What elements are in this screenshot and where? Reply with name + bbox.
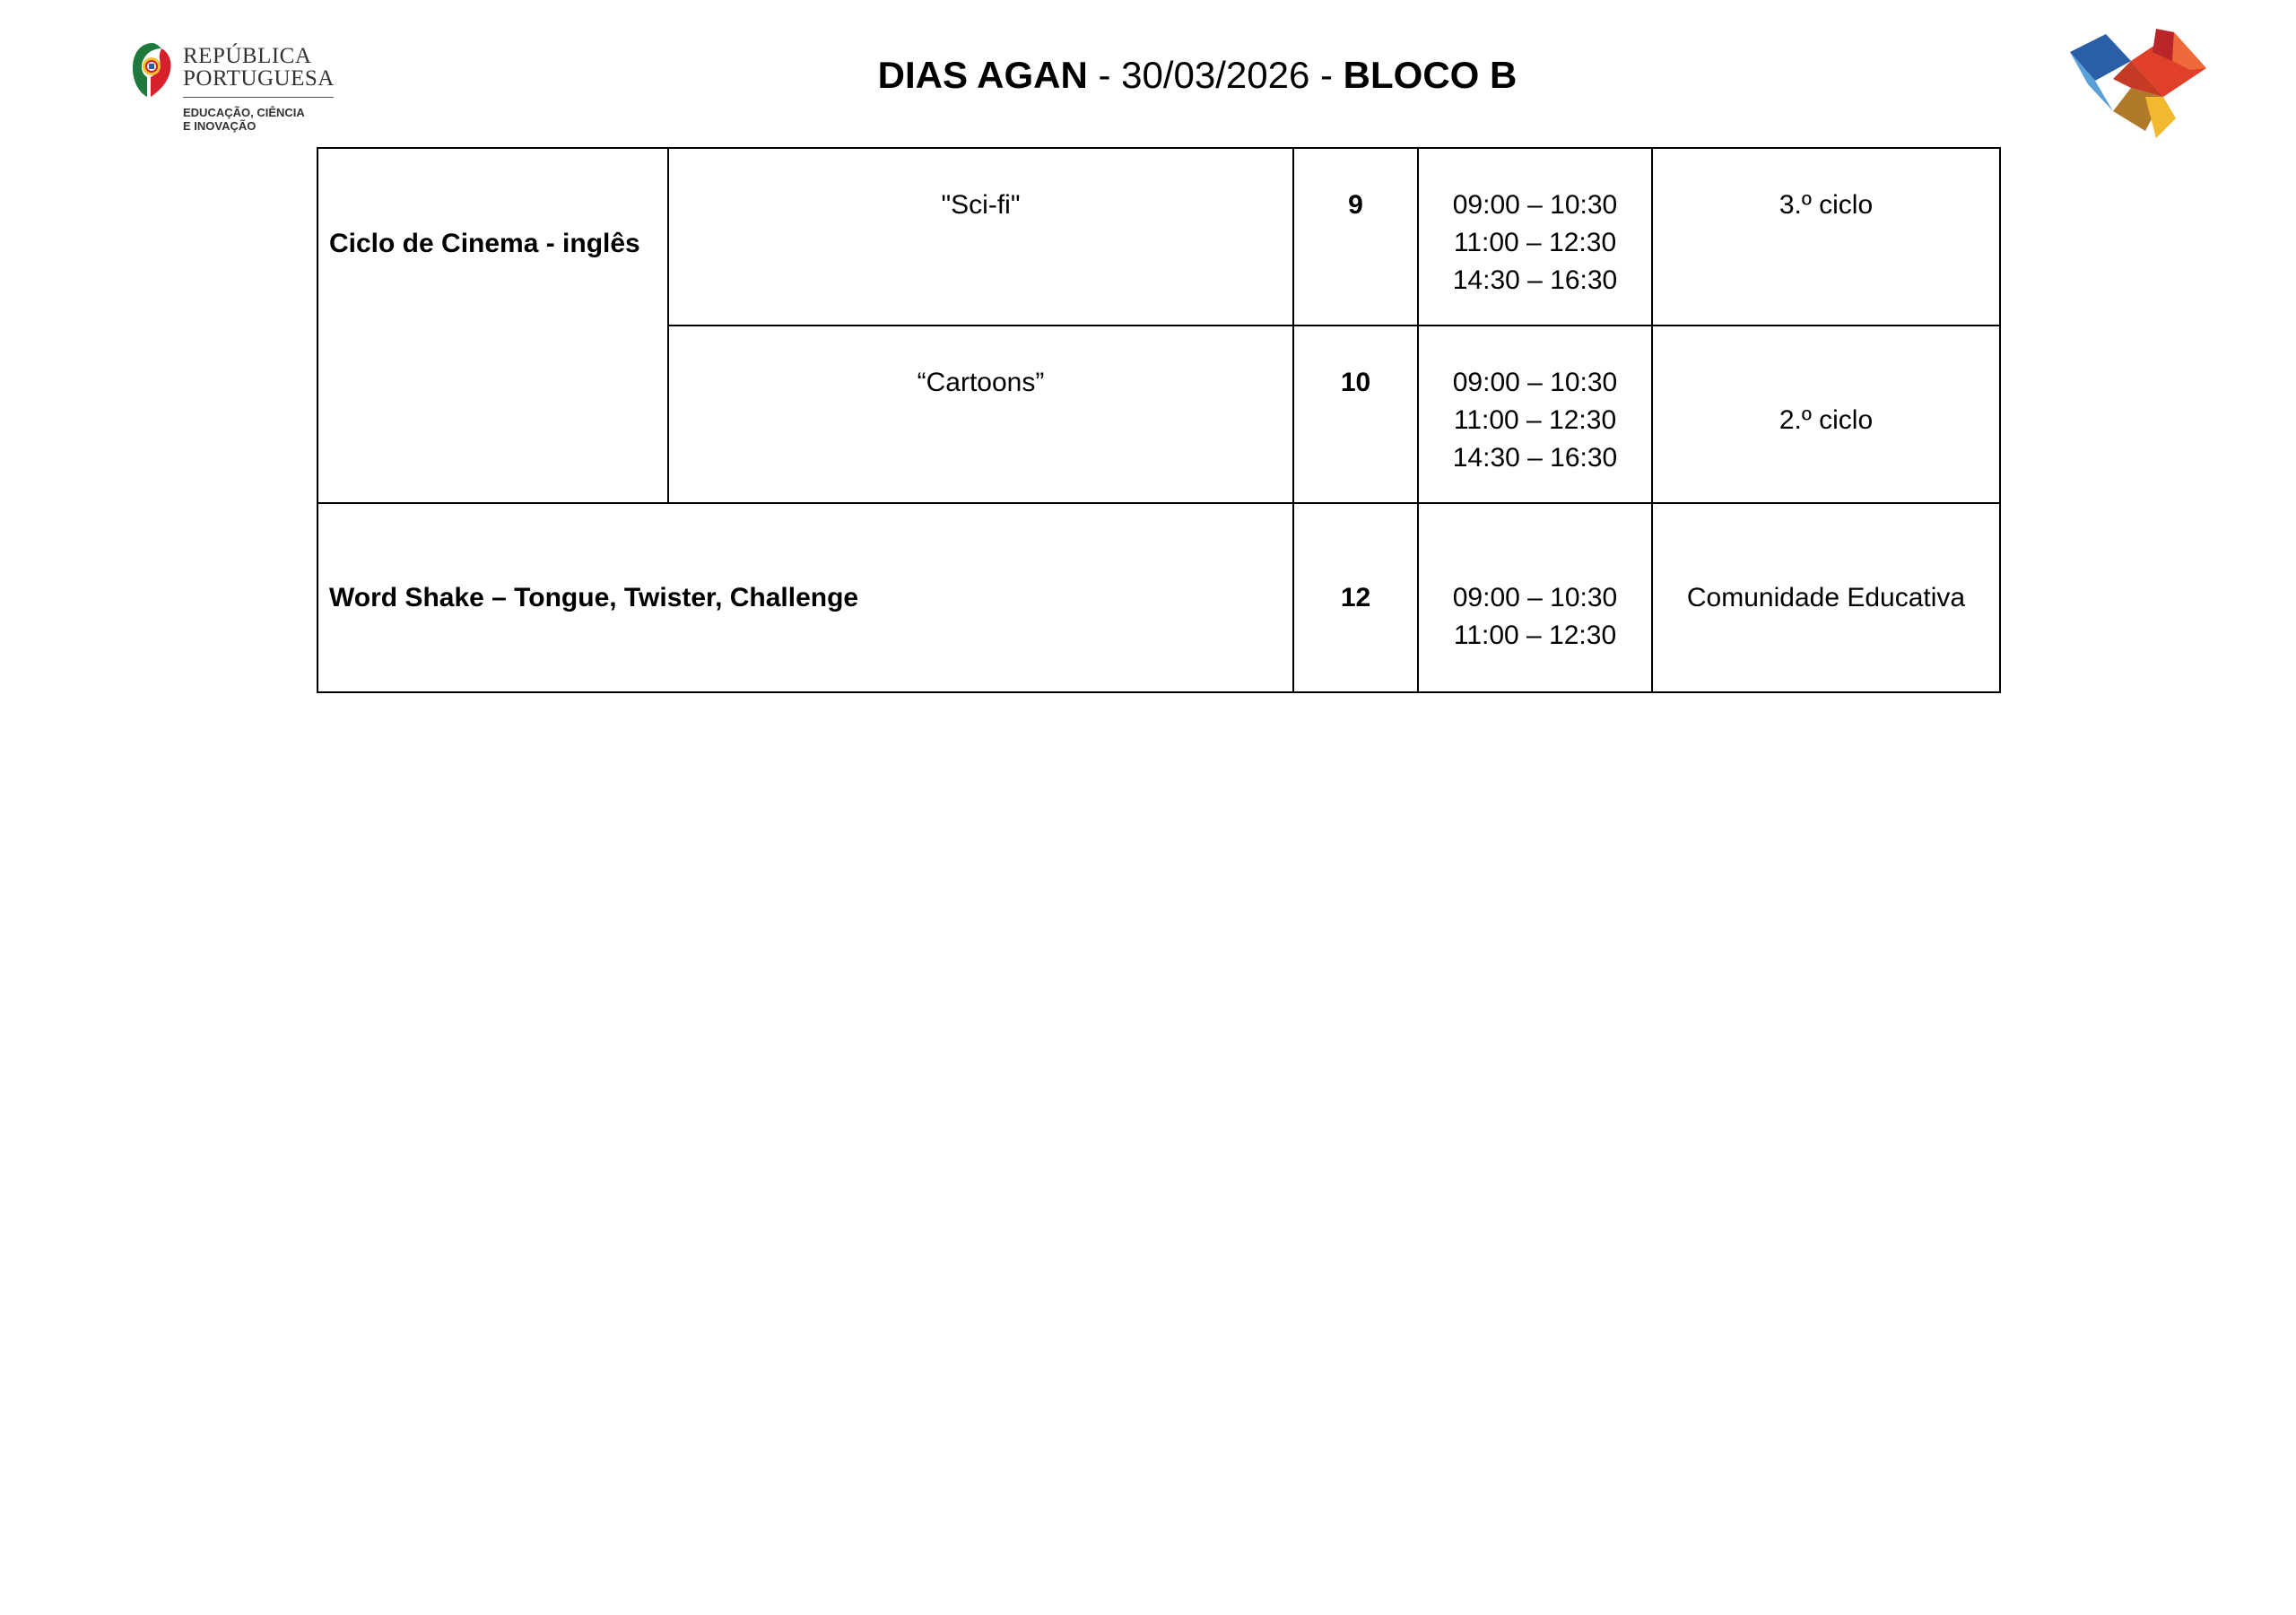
room-cell: 12 [1293,503,1418,692]
page-title [0,52,2296,99]
times-cell: 09:00 – 10:30 11:00 – 12:30 14:30 – 16:30 [1418,148,1652,326]
title-part-event: DIAS AGAN [877,54,1088,96]
session-title-cell: “Cartoons” [668,326,1293,503]
table-row [317,503,2000,692]
target-audience-cell: 2.º ciclo [1652,326,2000,503]
title-separator: - [1309,54,1344,96]
title-part-block: BLOCO B [1343,54,1518,96]
room-cell: 10 [1293,326,1418,503]
schedule-table [317,147,2001,693]
target-audience-cell: 3.º ciclo [1652,148,2000,326]
activity-cell: Ciclo de Cinema - inglês [317,148,668,503]
table-row [317,148,2000,326]
room-cell: 9 [1293,148,1418,326]
logo-name: REPÚBLICA PORTUGUESA [183,44,335,91]
target-audience-cell: Comunidade Educativa [1652,503,2000,692]
activity-cell: Word Shake – Tongue, Twister, Challenge [317,503,1293,692]
times-cell: 09:00 – 10:30 11:00 – 12:30 [1418,503,1652,692]
times-cell: 09:00 – 10:30 11:00 – 12:30 14:30 – 16:30 [1418,326,1652,503]
session-title-cell: "Sci-fi" [668,148,1293,326]
title-date: 30/03/2026 [1121,54,1310,96]
title-separator: - [1087,54,1122,96]
colored-cube-logo-icon [2066,25,2210,142]
logo-ministry: EDUCAÇÃO, CIÊNCIA E INOVAÇÃO [183,106,305,133]
